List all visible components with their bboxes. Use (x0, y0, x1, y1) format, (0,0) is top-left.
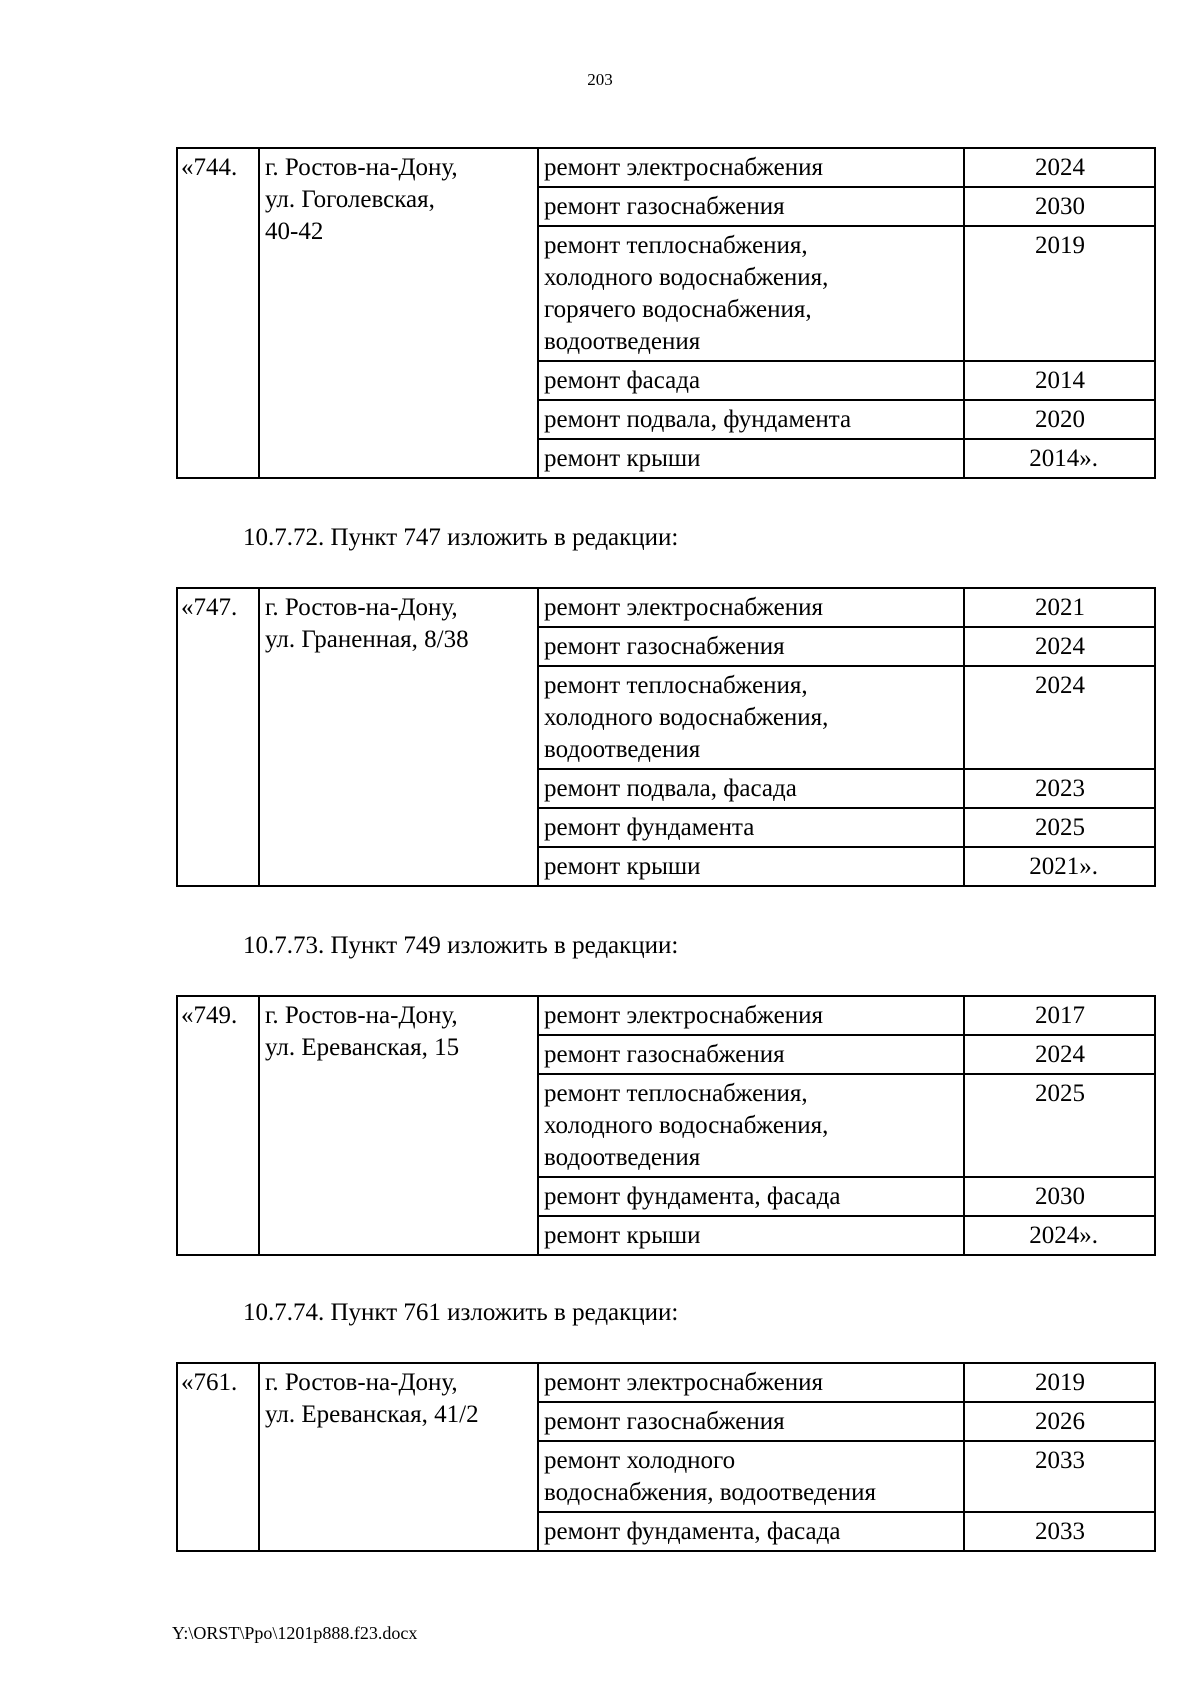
work-type-line: холодного водоснабжения, (544, 704, 829, 731)
work-type-line: ремонт электроснабжения (544, 1002, 823, 1029)
address-cell (259, 148, 538, 478)
item-number: «761. (177, 1363, 259, 1551)
registry-table (176, 995, 1156, 1256)
work-type-cell (538, 627, 964, 666)
work-type-line: ремонт газоснабжения (544, 1408, 785, 1435)
work-type-line: водоотведения (544, 736, 701, 763)
work-type-line: горячего водоснабжения, (544, 296, 812, 323)
address-cell (259, 1363, 538, 1551)
address-line: г. Ростов-на-Дону, (265, 1369, 458, 1396)
work-type-line: ремонт газоснабжения (544, 193, 785, 220)
work-type-cell (538, 847, 964, 886)
work-type-line: ремонт крыши (544, 853, 701, 880)
work-type-cell (538, 187, 964, 226)
work-type-line: водоснабжения, водоотведения (544, 1479, 876, 1506)
work-type-cell (538, 439, 964, 478)
year-cell: 2024». (964, 1216, 1155, 1255)
footer-file-path: Y:\ORST\Ppo\1201p888.f23.docx (172, 1623, 418, 1643)
year-cell: 2023 (964, 769, 1155, 808)
registry-table (176, 1362, 1156, 1552)
year-cell: 2030 (964, 1177, 1155, 1216)
address-cell (259, 996, 538, 1255)
work-type-cell (538, 1441, 964, 1512)
work-type-cell (538, 1177, 964, 1216)
address-line: г. Ростов-на-Дону, (265, 594, 458, 621)
table-row (177, 148, 1155, 187)
page-number: 203 (587, 70, 613, 89)
work-type-line: ремонт газоснабжения (544, 633, 785, 660)
work-type-line: ремонт фасада (544, 367, 701, 394)
work-type-line: ремонт теплоснабжения, (544, 672, 808, 699)
work-type-line: ремонт фундамента (544, 814, 755, 841)
year-cell: 2033 (964, 1441, 1155, 1512)
address-line: ул. Ереванская, 41/2 (265, 1401, 479, 1428)
item-number: «749. (177, 996, 259, 1255)
work-type-line: ремонт подвала, фундамента (544, 406, 852, 433)
work-type-line: ремонт подвала, фасада (544, 775, 797, 802)
work-type-cell (538, 1216, 964, 1255)
year-cell: 2030 (964, 187, 1155, 226)
work-type-line: ремонт газоснабжения (544, 1041, 785, 1068)
work-type-line: водоотведения (544, 328, 701, 355)
work-type-line: ремонт электроснабжения (544, 1369, 823, 1396)
address-line: ул. Граненная, 8/38 (265, 626, 469, 653)
year-cell: 2017 (964, 996, 1155, 1035)
year-cell: 2024 (964, 627, 1155, 666)
section-heading: 10.7.72. Пункт 747 изложить в редакции: (243, 524, 679, 551)
work-type-cell (538, 769, 964, 808)
work-type-line: ремонт фундамента, фасада (544, 1518, 841, 1545)
address-line: 40-42 (265, 218, 324, 245)
work-type-line: ремонт теплоснабжения, (544, 232, 808, 259)
section-heading: 10.7.74. Пункт 761 изложить в редакции: (243, 1299, 679, 1326)
work-type-line: холодного водоснабжения, (544, 1112, 829, 1139)
table-row (177, 588, 1155, 627)
table-row (177, 1363, 1155, 1402)
work-type-cell (538, 148, 964, 187)
year-cell: 2033 (964, 1512, 1155, 1551)
year-cell: 2021». (964, 847, 1155, 886)
work-type-cell (538, 808, 964, 847)
year-cell: 2024 (964, 1035, 1155, 1074)
section-heading: 10.7.73. Пункт 749 изложить в редакции: (243, 932, 679, 959)
work-type-cell (538, 666, 964, 769)
address-line: ул. Гоголевская, (265, 186, 435, 213)
registry-table (176, 147, 1156, 479)
work-type-cell (538, 588, 964, 627)
work-type-cell (538, 1512, 964, 1551)
year-cell: 2019 (964, 1363, 1155, 1402)
work-type-cell (538, 226, 964, 361)
work-type-line: ремонт электроснабжения (544, 154, 823, 181)
work-type-line: ремонт крыши (544, 1222, 701, 1249)
work-type-cell (538, 1363, 964, 1402)
address-line: ул. Ереванская, 15 (265, 1034, 460, 1061)
year-cell: 2024 (964, 666, 1155, 769)
work-type-cell (538, 1074, 964, 1177)
work-type-line: водоотведения (544, 1144, 701, 1171)
year-cell: 2025 (964, 1074, 1155, 1177)
work-type-cell (538, 400, 964, 439)
item-number: «747. (177, 588, 259, 886)
address-line: г. Ростов-на-Дону, (265, 1002, 458, 1029)
work-type-line: ремонт электроснабжения (544, 594, 823, 621)
work-type-line: холодного водоснабжения, (544, 264, 829, 291)
item-number: «744. (177, 148, 259, 478)
work-type-line: ремонт крыши (544, 445, 701, 472)
year-cell: 2026 (964, 1402, 1155, 1441)
year-cell: 2014 (964, 361, 1155, 400)
work-type-cell (538, 361, 964, 400)
year-cell: 2020 (964, 400, 1155, 439)
address-cell (259, 588, 538, 886)
year-cell: 2024 (964, 148, 1155, 187)
table-row (177, 996, 1155, 1035)
work-type-line: ремонт фундамента, фасада (544, 1183, 841, 1210)
year-cell: 2019 (964, 226, 1155, 361)
address-line: г. Ростов-на-Дону, (265, 154, 458, 181)
year-cell: 2025 (964, 808, 1155, 847)
registry-table (176, 587, 1156, 887)
work-type-line: ремонт теплоснабжения, (544, 1080, 808, 1107)
work-type-line: ремонт холодного (544, 1447, 736, 1474)
work-type-cell (538, 1402, 964, 1441)
year-cell: 2014». (964, 439, 1155, 478)
year-cell: 2021 (964, 588, 1155, 627)
work-type-cell (538, 1035, 964, 1074)
work-type-cell (538, 996, 964, 1035)
